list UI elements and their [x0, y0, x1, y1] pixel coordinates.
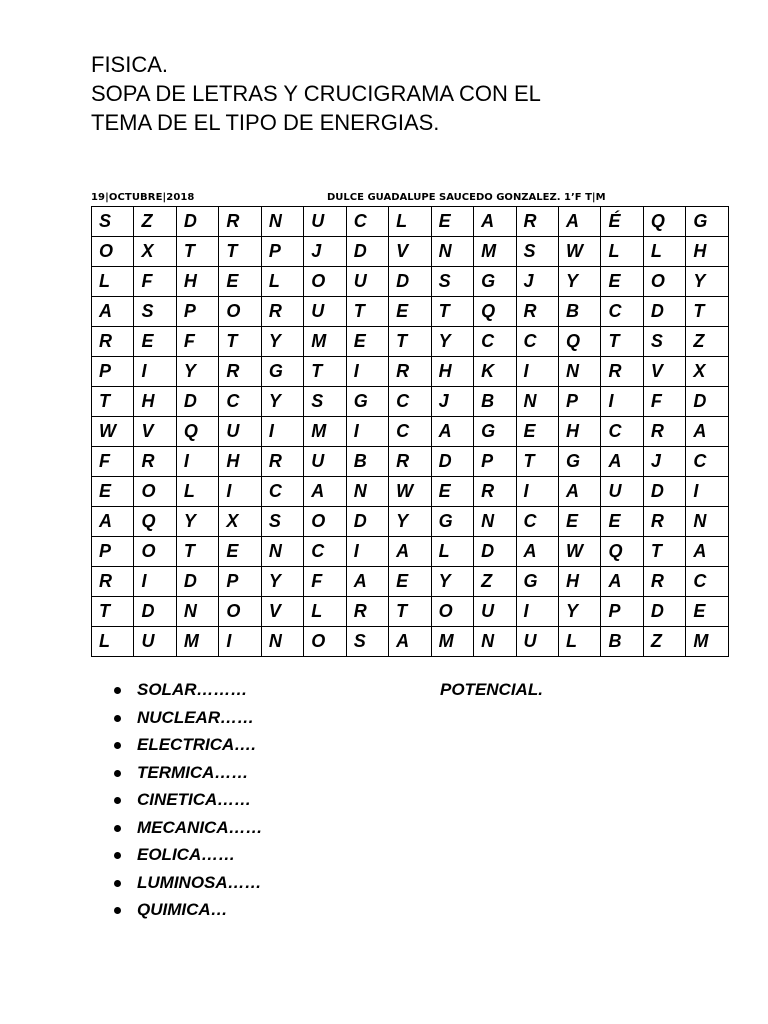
grid-cell: G [558, 447, 600, 477]
grid-cell: O [219, 597, 261, 627]
grid-cell: U [346, 267, 388, 297]
grid-cell: R [643, 507, 685, 537]
grid-cell: R [474, 477, 516, 507]
grid-cell: V [643, 357, 685, 387]
grid-cell: C [474, 327, 516, 357]
bullet-icon [114, 770, 121, 777]
title-line-3: TEMA DE EL TIPO DE ENERGIAS. [91, 110, 440, 135]
page-title [91, 50, 541, 137]
grid-cell: E [601, 507, 643, 537]
grid-cell: I [346, 357, 388, 387]
grid-cell: G [516, 567, 558, 597]
grid-cell: I [134, 567, 176, 597]
word-list-item [110, 676, 263, 704]
grid-cell: F [92, 447, 134, 477]
grid-cell: F [176, 327, 218, 357]
grid-cell: A [92, 507, 134, 537]
grid-cell: G [346, 387, 388, 417]
grid-cell: T [219, 327, 261, 357]
word-label: NUCLEAR…… [137, 707, 255, 727]
grid-cell: Y [261, 567, 303, 597]
grid-cell: K [474, 357, 516, 387]
grid-cell: P [92, 357, 134, 387]
word-list-item [110, 896, 263, 924]
grid-cell: P [601, 597, 643, 627]
grid-cell: V [134, 417, 176, 447]
grid-cell: U [516, 627, 558, 657]
grid-cell: D [176, 387, 218, 417]
grid-cell: D [134, 597, 176, 627]
grid-cell: C [686, 447, 729, 477]
grid-cell: L [389, 207, 431, 237]
student-label: DULCE GUADALUPE SAUCEDO GONZALEZ. 1’F T|M [327, 192, 606, 203]
grid-cell: W [389, 477, 431, 507]
grid-cell: C [686, 567, 729, 597]
grid-row [92, 507, 729, 537]
grid-cell: A [431, 417, 473, 447]
grid-cell: Q [601, 537, 643, 567]
word-label: MECANICA…… [137, 817, 263, 837]
grid-cell: S [516, 237, 558, 267]
grid-cell: S [92, 207, 134, 237]
grid-cell: T [601, 327, 643, 357]
grid-cell: T [643, 537, 685, 567]
grid-cell: L [92, 627, 134, 657]
grid-cell: M [474, 237, 516, 267]
grid-cell: N [261, 627, 303, 657]
bullet-icon [114, 797, 121, 804]
word-search-grid [91, 206, 729, 657]
grid-cell: T [176, 237, 218, 267]
grid-cell: D [686, 387, 729, 417]
grid-cell: G [474, 417, 516, 447]
grid-cell: W [558, 237, 600, 267]
grid-cell: N [346, 477, 388, 507]
grid-cell: T [346, 297, 388, 327]
grid-row [92, 267, 729, 297]
grid-cell: B [346, 447, 388, 477]
grid-cell: Y [261, 387, 303, 417]
grid-cell: A [92, 297, 134, 327]
grid-cell: A [686, 417, 729, 447]
grid-cell: O [134, 537, 176, 567]
grid-cell: C [304, 537, 346, 567]
grid-cell: V [389, 237, 431, 267]
grid-cell: A [558, 477, 600, 507]
grid-cell: Y [558, 267, 600, 297]
grid-cell: E [134, 327, 176, 357]
grid-row [92, 297, 729, 327]
grid-cell: B [558, 297, 600, 327]
grid-cell: E [431, 207, 473, 237]
grid-cell: T [516, 447, 558, 477]
grid-row [92, 567, 729, 597]
bullet-icon [114, 825, 121, 832]
grid-cell: U [134, 627, 176, 657]
grid-cell: M [176, 627, 218, 657]
grid-cell: T [304, 357, 346, 387]
grid-cell: U [304, 297, 346, 327]
grid-cell: C [261, 477, 303, 507]
grid-cell: C [389, 417, 431, 447]
grid-cell: H [134, 387, 176, 417]
grid-cell: H [431, 357, 473, 387]
grid-cell: C [219, 387, 261, 417]
grid-cell: E [686, 597, 729, 627]
grid-cell: Q [474, 297, 516, 327]
grid-cell: D [176, 567, 218, 597]
grid-cell: E [601, 267, 643, 297]
grid-cell: A [516, 537, 558, 567]
grid-cell: D [346, 507, 388, 537]
grid-cell: T [219, 237, 261, 267]
grid-cell: N [474, 507, 516, 537]
grid-cell: R [643, 417, 685, 447]
grid-cell: Y [558, 597, 600, 627]
grid-cell: F [134, 267, 176, 297]
word-list-item [110, 731, 263, 759]
grid-cell: A [389, 627, 431, 657]
grid-cell: A [389, 537, 431, 567]
grid-cell: R [389, 447, 431, 477]
grid-cell: N [558, 357, 600, 387]
grid-cell: R [134, 447, 176, 477]
grid-cell: L [92, 267, 134, 297]
word-list-item [110, 841, 263, 869]
word-label: SOLAR……… [137, 680, 248, 699]
grid-cell: U [304, 447, 346, 477]
grid-cell: M [304, 417, 346, 447]
word-list-item [110, 759, 263, 787]
grid-cell: D [389, 267, 431, 297]
grid-cell: S [261, 507, 303, 537]
grid-cell: L [176, 477, 218, 507]
grid-cell: S [304, 387, 346, 417]
grid-row [92, 417, 729, 447]
grid-row [92, 537, 729, 567]
grid-cell: Z [474, 567, 516, 597]
grid-cell: S [643, 327, 685, 357]
word-label: LUMINOSA…… [137, 872, 262, 892]
grid-cell: X [219, 507, 261, 537]
grid-cell: L [643, 237, 685, 267]
grid-cell: A [474, 207, 516, 237]
grid-row [92, 387, 729, 417]
grid-cell: E [431, 477, 473, 507]
grid-cell: L [601, 237, 643, 267]
grid-cell: A [601, 447, 643, 477]
extra-word: POTENCIAL. [440, 680, 543, 699]
grid-cell: N [176, 597, 218, 627]
grid-cell: G [261, 357, 303, 387]
grid-cell: L [558, 627, 600, 657]
grid-cell: O [304, 267, 346, 297]
grid-cell: P [92, 537, 134, 567]
word-list-item [110, 814, 263, 842]
word-label: EOLICA…… [137, 845, 236, 864]
grid-cell: O [92, 237, 134, 267]
grid-cell: H [219, 447, 261, 477]
grid-cell: Y [431, 567, 473, 597]
grid-cell: R [92, 567, 134, 597]
grid-cell: E [92, 477, 134, 507]
grid-cell: I [134, 357, 176, 387]
grid-cell: D [643, 477, 685, 507]
grid-cell: A [558, 207, 600, 237]
grid-cell: L [431, 537, 473, 567]
grid-cell: Y [431, 327, 473, 357]
grid-cell: I [346, 537, 388, 567]
grid-cell: Q [558, 327, 600, 357]
grid-cell: H [686, 237, 729, 267]
grid-cell: Q [134, 507, 176, 537]
grid-cell: Q [176, 417, 218, 447]
grid-cell: I [346, 417, 388, 447]
grid-cell: Z [686, 327, 729, 357]
grid-cell: E [389, 567, 431, 597]
grid-cell: R [219, 207, 261, 237]
grid-cell: U [219, 417, 261, 447]
grid-cell: U [474, 597, 516, 627]
grid-cell: O [304, 627, 346, 657]
grid-cell: Z [643, 627, 685, 657]
grid-cell: O [304, 507, 346, 537]
grid-cell: P [474, 447, 516, 477]
grid-row [92, 357, 729, 387]
grid-cell: A [686, 537, 729, 567]
grid-cell: P [219, 567, 261, 597]
grid-cell: T [686, 297, 729, 327]
grid-cell: L [261, 267, 303, 297]
grid-cell: N [261, 537, 303, 567]
header-meta [91, 190, 731, 206]
grid-cell: I [176, 447, 218, 477]
word-label: ELECTRICA…. [137, 735, 256, 754]
bullet-icon [114, 880, 121, 887]
grid-cell: W [558, 537, 600, 567]
grid-cell: D [346, 237, 388, 267]
grid-row [92, 477, 729, 507]
grid-cell: F [643, 387, 685, 417]
title-line-1: FISICA. [91, 52, 169, 77]
bullet-icon [114, 852, 121, 859]
grid-cell: C [346, 207, 388, 237]
grid-cell: T [389, 327, 431, 357]
grid-cell: H [176, 267, 218, 297]
grid-cell: Y [389, 507, 431, 537]
bullet-icon [114, 742, 121, 749]
grid-cell: P [176, 297, 218, 327]
grid-cell: Y [176, 357, 218, 387]
grid-cell: A [601, 567, 643, 597]
grid-cell: C [601, 297, 643, 327]
grid-cell: P [558, 387, 600, 417]
grid-cell: T [92, 597, 134, 627]
grid-cell: N [474, 627, 516, 657]
grid-cell: H [558, 417, 600, 447]
grid-cell: X [686, 357, 729, 387]
word-label: QUIMICA… [137, 900, 228, 919]
date-label: 19|OCTUBRE|2018 [91, 192, 195, 203]
grid-cell: D [431, 447, 473, 477]
grid-cell: Y [261, 327, 303, 357]
grid-cell: P [261, 237, 303, 267]
grid-cell: G [431, 507, 473, 537]
grid-cell: H [558, 567, 600, 597]
grid-cell: M [431, 627, 473, 657]
grid-cell: G [474, 267, 516, 297]
grid-cell: I [686, 477, 729, 507]
grid-cell: É [601, 207, 643, 237]
grid-cell: V [261, 597, 303, 627]
bullet-icon [114, 907, 121, 914]
grid-row [92, 447, 729, 477]
grid-cell: E [516, 417, 558, 447]
grid-row [92, 327, 729, 357]
grid-cell: E [219, 537, 261, 567]
grid-cell: R [92, 327, 134, 357]
grid-cell: O [219, 297, 261, 327]
grid-cell: W [92, 417, 134, 447]
grid-cell: U [304, 207, 346, 237]
word-list-item [110, 704, 263, 732]
grid-cell: T [431, 297, 473, 327]
grid-cell: S [346, 627, 388, 657]
bullet-icon [114, 715, 121, 722]
grid-cell: N [431, 237, 473, 267]
grid-cell: I [261, 417, 303, 447]
grid-cell: I [516, 357, 558, 387]
grid-cell: Q [643, 207, 685, 237]
grid-cell: R [219, 357, 261, 387]
grid-cell: N [516, 387, 558, 417]
grid-cell: R [261, 447, 303, 477]
grid-cell: O [643, 267, 685, 297]
grid-cell: I [219, 627, 261, 657]
grid-cell: D [176, 207, 218, 237]
grid-cell: M [686, 627, 729, 657]
grid-cell: I [516, 477, 558, 507]
grid-cell: J [643, 447, 685, 477]
grid-cell: I [516, 597, 558, 627]
grid-cell: E [219, 267, 261, 297]
grid-cell: Y [686, 267, 729, 297]
grid-cell: R [516, 297, 558, 327]
word-list [110, 676, 263, 924]
grid-cell: J [431, 387, 473, 417]
grid-row [92, 627, 729, 657]
grid-cell: T [389, 597, 431, 627]
grid-cell: O [134, 477, 176, 507]
word-label: CINETICA…… [137, 790, 252, 809]
grid-cell: C [601, 417, 643, 447]
grid-cell: R [643, 567, 685, 597]
grid-cell: R [516, 207, 558, 237]
grid-cell: D [643, 597, 685, 627]
word-list-item [110, 786, 263, 814]
grid-cell: G [686, 207, 729, 237]
grid-cell: R [346, 597, 388, 627]
grid-cell: T [92, 387, 134, 417]
grid-cell: E [389, 297, 431, 327]
grid-cell: J [304, 237, 346, 267]
grid-cell: O [431, 597, 473, 627]
grid-cell: D [474, 537, 516, 567]
grid-cell: Y [176, 507, 218, 537]
grid-cell: F [304, 567, 346, 597]
grid-cell: N [261, 207, 303, 237]
grid-cell: C [516, 327, 558, 357]
title-line-2: SOPA DE LETRAS Y CRUCIGRAMA CON EL [91, 81, 541, 106]
grid-cell: I [601, 387, 643, 417]
grid-cell: N [686, 507, 729, 537]
grid-cell: S [431, 267, 473, 297]
grid-cell: M [304, 327, 346, 357]
bullet-icon [114, 687, 121, 694]
grid-cell: R [261, 297, 303, 327]
grid-cell: Z [134, 207, 176, 237]
grid-row [92, 597, 729, 627]
grid-row [92, 237, 729, 267]
grid-cell: S [134, 297, 176, 327]
grid-cell: R [601, 357, 643, 387]
grid-row [92, 207, 729, 237]
grid-cell: C [516, 507, 558, 537]
grid-cell: A [304, 477, 346, 507]
grid-cell: B [474, 387, 516, 417]
grid-cell: U [601, 477, 643, 507]
grid-cell: R [389, 357, 431, 387]
grid-cell: D [643, 297, 685, 327]
grid-cell: A [346, 567, 388, 597]
grid-cell: I [219, 477, 261, 507]
word-list-item [110, 869, 263, 897]
grid-cell: C [389, 387, 431, 417]
grid-cell: E [346, 327, 388, 357]
grid-cell: J [516, 267, 558, 297]
grid-cell: X [134, 237, 176, 267]
word-label: TERMICA…… [137, 762, 249, 782]
grid-cell: L [304, 597, 346, 627]
grid-cell: T [176, 537, 218, 567]
grid-cell: E [558, 507, 600, 537]
grid-cell: B [601, 627, 643, 657]
